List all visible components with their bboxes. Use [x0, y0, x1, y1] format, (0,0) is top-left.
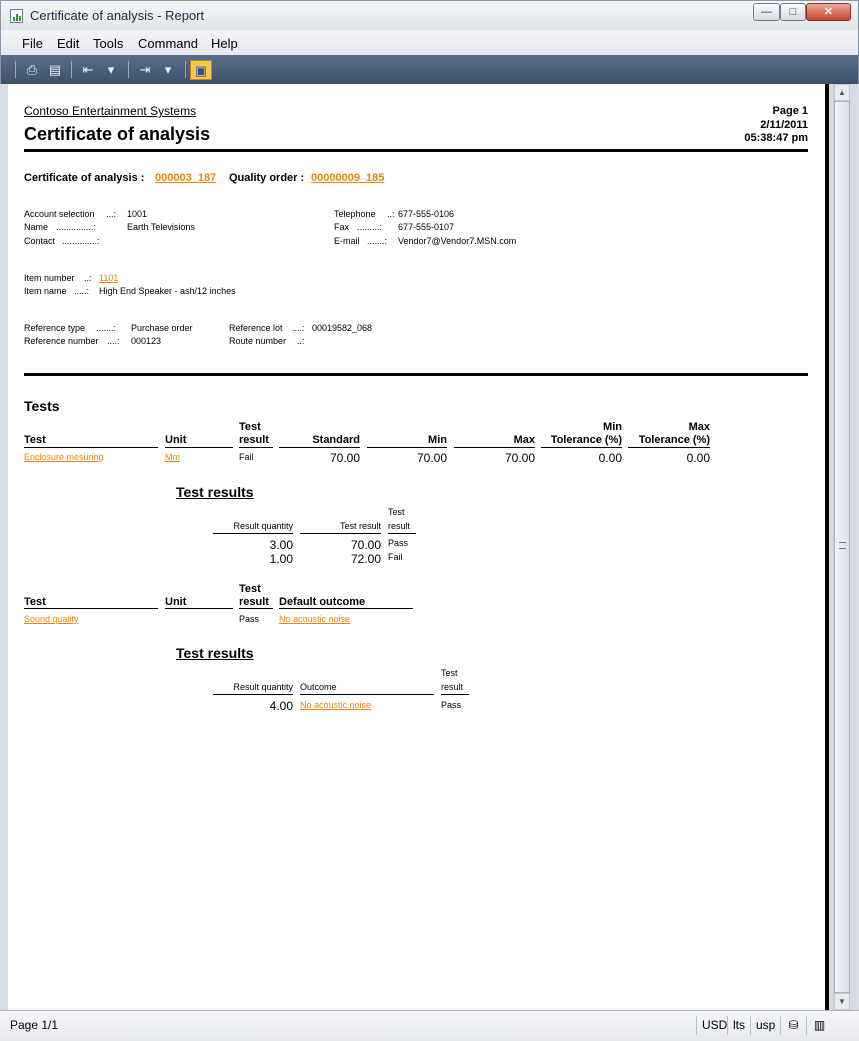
item-name-label: Item name: [24, 286, 67, 296]
name-label: Name: [24, 222, 49, 232]
reference-number-label: Reference number: [24, 336, 99, 346]
menu-edit[interactable]: Edit: [57, 36, 80, 51]
col-min-tol-header-1: Min: [603, 421, 622, 433]
status-header-2b: result: [441, 682, 464, 692]
standard-value: 70.00: [329, 451, 360, 465]
quality-order-label: Quality order :: [229, 172, 305, 184]
menu-file[interactable]: File: [22, 36, 43, 51]
telephone-dots: ..:: [387, 209, 395, 219]
result-qty-1: 3.00: [269, 538, 293, 552]
col-min-header: Min: [428, 434, 447, 446]
col-standard-header: Standard: [312, 434, 360, 446]
menu-tools[interactable]: Tools: [93, 36, 124, 51]
account-selection-label: Account selection: [24, 209, 95, 219]
item-number-link[interactable]: 1101: [99, 273, 119, 283]
col-unit-header-2: Unit: [165, 596, 187, 608]
certificate-label: Certificate of analysis :: [24, 172, 145, 184]
contact-dots: ..............:: [62, 236, 100, 246]
col-unit-header: Unit: [165, 434, 187, 446]
reference-number-dots: ....:: [107, 336, 120, 346]
result-quantity-header: Result quantity: [233, 521, 293, 531]
reference-type-label: Reference type: [24, 323, 86, 333]
email-label: E-mail: [334, 236, 360, 246]
unit-mm-link[interactable]: Mm: [165, 452, 180, 462]
route-number-dots: ..:: [297, 336, 305, 346]
col-result-header-2a: Test: [239, 583, 261, 595]
result-quantity-header-2: Result quantity: [233, 682, 293, 692]
menu-command[interactable]: Command: [138, 36, 198, 51]
reference-lot-dots: ....:: [292, 323, 305, 333]
company-name[interactable]: Contoso Entertainment Systems: [24, 104, 197, 118]
header-divider: [24, 149, 808, 152]
vertical-scrollbar[interactable]: [833, 84, 850, 1010]
scroll-up-icon[interactable]: ▲: [834, 84, 850, 101]
quality-order-link[interactable]: 00000009_185: [311, 172, 385, 184]
test-result-value: Fail: [239, 452, 254, 462]
reference-lot-label: Reference lot: [229, 323, 283, 333]
status-company: lts: [727, 1016, 750, 1035]
test-sound-quality-link[interactable]: Sound quality: [24, 614, 79, 624]
test-result-header: Test result: [339, 521, 381, 531]
status-header-2a: Test: [441, 668, 458, 678]
next-page-icon[interactable]: ⇥: [139, 62, 151, 77]
report-page: [8, 84, 825, 1010]
col-max-header: Max: [513, 434, 535, 446]
last-page-icon[interactable]: ▾: [164, 62, 172, 77]
menu-bar: [0, 30, 859, 55]
window-title: Certificate of analysis - Report: [30, 8, 205, 23]
status-layer: usp: [750, 1016, 780, 1035]
default-outcome-link[interactable]: No acoustic noise: [279, 614, 351, 624]
status-header-1: Test: [388, 507, 405, 517]
col-min-tol-header-2: Tolerance (%): [550, 434, 622, 446]
item-name-value: High End Speaker - ash/12 inches: [99, 286, 236, 296]
result-status-1: Pass: [388, 538, 409, 548]
status-currency: USD: [696, 1016, 727, 1035]
name-dots: ...............:: [56, 222, 97, 232]
print-icon[interactable]: ⎙: [26, 62, 38, 77]
name-value: Earth Televisions: [127, 222, 195, 232]
minimize-button[interactable]: —: [753, 3, 780, 21]
reference-lot-value: 00019582_068: [312, 323, 373, 333]
print-preview-icon[interactable]: ▤: [48, 62, 62, 77]
status-header-2: result: [388, 521, 411, 531]
fax-label: Fax: [334, 222, 350, 232]
page-number: Page 1: [772, 105, 808, 117]
col-result-header-2: result: [239, 434, 269, 446]
col-default-outcome-header: Default outcome: [279, 596, 366, 608]
reference-type-dots: .......:: [96, 323, 117, 333]
previous-page-icon[interactable]: ▾: [107, 62, 115, 77]
route-number-label: Route number: [229, 336, 287, 346]
scroll-down-icon[interactable]: ▼: [834, 993, 850, 1010]
fax-value: 677-555-0107: [398, 222, 455, 232]
result-qty-2: 1.00: [269, 552, 293, 566]
item-number-label: Item number: [24, 273, 75, 283]
result-qty-3: 4.00: [269, 699, 293, 713]
certificate-link[interactable]: 000003_187: [155, 172, 217, 184]
col-result-header-2b: result: [239, 596, 269, 608]
telephone-label: Telephone: [334, 209, 376, 219]
min-value: 70.00: [416, 451, 447, 465]
telephone-value: 677-555-0106: [398, 209, 455, 219]
section-divider: [24, 373, 808, 376]
report-title: Certificate of analysis: [24, 124, 211, 144]
item-number-dots: ..:: [84, 273, 92, 283]
max-tolerance-value: 0.00: [686, 451, 710, 465]
fax-dots: .........:: [357, 222, 383, 232]
test-results-heading-1: Test results: [176, 484, 254, 500]
report-date: 2/11/2011: [760, 119, 808, 131]
database-icon[interactable]: ⛁: [780, 1016, 806, 1035]
outcome-header: Outcome: [300, 682, 337, 692]
test-result-value-2: Pass: [239, 614, 260, 624]
email-dots: .......:: [367, 236, 388, 246]
min-tolerance-value: 0.00: [598, 451, 622, 465]
first-page-icon[interactable]: ⇤: [82, 62, 94, 77]
page-edge: [825, 84, 829, 1010]
email-value: Vendor7@Vendor7.MSN.com: [398, 236, 517, 246]
result-status-2: Fail: [388, 552, 403, 562]
col-max-tol-header-2: Tolerance (%): [638, 434, 710, 446]
contact-label: Contact: [24, 236, 56, 246]
scroll-thumb[interactable]: [834, 101, 850, 993]
maximize-button[interactable]: □: [780, 3, 806, 21]
report-app-icon: [10, 9, 23, 23]
report-time: 05:38:47 pm: [744, 132, 808, 144]
account-selection-dots: ...:: [106, 209, 117, 219]
col-max-tol-header-1: Max: [688, 421, 710, 433]
title-bar: [0, 0, 859, 30]
reference-number-value: 000123: [131, 336, 162, 346]
col-test-header-2: Test: [24, 596, 46, 608]
result-value-1: 70.00: [350, 538, 381, 552]
account-selection-value: 1001: [127, 209, 148, 219]
menu-help[interactable]: Help: [211, 36, 238, 51]
col-test-header: Test: [24, 434, 46, 446]
status-bar: [0, 1010, 859, 1041]
item-name-dots: .....:: [74, 286, 90, 296]
reference-type-value: Purchase order: [131, 323, 193, 333]
col-result-header-1: Test: [239, 421, 261, 433]
close-button[interactable]: ✕: [806, 3, 851, 21]
storage-icon[interactable]: ▥: [806, 1016, 832, 1035]
result-value-2: 72.00: [350, 552, 381, 566]
zoom-icon[interactable]: ▣: [190, 60, 212, 80]
outcome-link[interactable]: No acoustic noise: [300, 700, 372, 710]
toolbar: [0, 55, 859, 84]
result-status-3: Pass: [441, 700, 462, 710]
tests-heading: Tests: [24, 398, 60, 414]
test-enclosure-link[interactable]: Enclosure mesuring: [24, 452, 104, 462]
status-page: Page 1/1: [10, 1018, 59, 1032]
max-value: 70.00: [504, 451, 535, 465]
test-results-heading-2: Test results: [176, 645, 254, 661]
